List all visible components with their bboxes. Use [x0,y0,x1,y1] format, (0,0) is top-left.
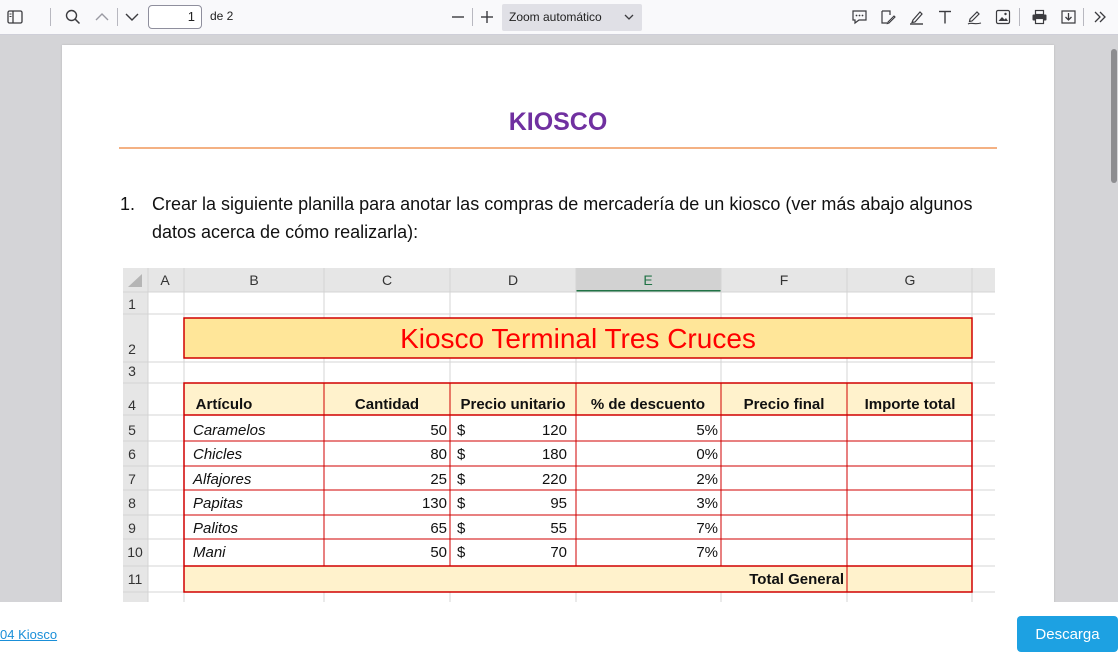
cell-precio: 55 [550,520,567,537]
chevron-down-icon[interactable] [122,5,142,29]
download-button[interactable]: Descarga [1017,616,1118,652]
row-header[interactable]: 2 [128,341,136,357]
spreadsheet-image [123,268,995,602]
cell-precio: 180 [541,446,567,463]
cell-descuento: 2% [696,471,718,488]
page-title: KIOSCO [508,108,608,136]
instruction-number: 1. [120,194,136,214]
col-header-selected[interactable]: E [643,272,653,288]
cell-cantidad: 65 [430,520,447,537]
col-header[interactable]: F [779,272,789,288]
save-icon[interactable] [1057,5,1079,29]
col-header[interactable]: B [249,272,259,288]
cell-cantidad: 50 [430,544,447,561]
text-icon[interactable] [934,5,956,29]
cell-cantidad: 50 [430,422,447,439]
cell-cantidad: 80 [430,446,447,463]
row-header[interactable]: 11 [127,571,143,587]
page-number-input[interactable]: 1 [148,5,202,29]
col-header[interactable]: G [904,272,916,288]
draw-icon[interactable] [963,5,985,29]
cell-currency: $ [457,520,466,537]
table-header-importe-total: Importe total [864,396,956,413]
cell-descuento: 7% [696,544,718,561]
cell-cantidad: 25 [430,471,447,488]
cell-descuento: 7% [696,520,718,537]
total-general-label: Total General [749,571,844,588]
table-header-precio-unitario: Precio unitario [460,396,566,413]
cell-currency: $ [457,422,466,439]
scroll-thumb[interactable] [1111,49,1117,183]
cell-articulo: Mani [193,544,226,561]
pdf-page [62,45,1054,602]
table-header-precio-final: Precio final [743,396,825,413]
cell-currency: $ [457,495,466,512]
cell-articulo: Chicles [193,446,243,463]
file-link[interactable]: 04 Kiosco [0,627,58,642]
table-header-articulo: Artículo [195,396,253,413]
cell-currency: $ [457,471,466,488]
vertical-scrollbar[interactable] [1107,35,1118,602]
cell-precio: 95 [550,495,567,512]
toolbar-separator [472,8,473,26]
col-header[interactable]: D [507,272,519,288]
more-tools-icon[interactable] [1089,5,1111,29]
search-icon[interactable] [63,5,83,29]
chevron-up-icon[interactable] [92,5,112,29]
highlight-icon[interactable] [905,5,927,29]
chevron-down-icon [624,4,634,41]
sheet-banner: Kiosco Terminal Tres Cruces [400,323,756,354]
col-header[interactable]: A [160,272,170,288]
print-icon[interactable] [1028,5,1050,29]
cell-articulo: Papitas [193,495,244,512]
cell-descuento: 3% [696,495,718,512]
col-header[interactable]: C [381,272,393,288]
row-header[interactable]: 5 [128,422,136,438]
zoom-select[interactable] [502,4,642,31]
toolbar-separator [1083,8,1084,26]
row-header[interactable]: 8 [128,495,136,511]
cell-currency: $ [457,544,466,561]
title-underline [119,147,997,149]
page-count-label: de 2 [210,9,234,23]
cell-articulo: Caramelos [193,422,266,439]
cell-descuento: 0% [696,446,718,463]
row-header[interactable]: 6 [128,446,136,462]
zoom-value: Zoom automático [509,10,602,24]
instruction-item [120,190,1000,246]
cell-currency: $ [457,446,466,463]
spreadsheet-svg [123,268,995,602]
row-header[interactable]: 7 [128,471,136,487]
cell-precio: 120 [541,422,567,439]
row-header[interactable]: 4 [128,397,136,413]
plus-icon[interactable] [477,5,497,29]
row-header[interactable]: 1 [128,296,136,312]
toolbar-separator [50,8,51,26]
row-header[interactable]: 9 [128,520,136,536]
page-footer [0,602,1118,652]
pdf-toolbar [0,0,1118,35]
table-header-descuento: % de descuento [590,396,706,413]
toolbar-separator [1019,8,1020,26]
row-header[interactable]: 10 [127,544,143,560]
cell-articulo: Palitos [193,520,239,537]
cell-precio: 220 [541,471,567,488]
cell-articulo: Alfajores [193,471,252,488]
cell-precio: 70 [550,544,567,561]
minus-icon[interactable] [448,5,468,29]
cell-descuento: 5% [696,422,718,439]
instruction-text: Crear la siguiente planilla para anotar las compras de mercadería de un kiosco (ver más abajo algunos datos acerca de cómo realizarla): [152,194,973,242]
sidebar-toggle-icon[interactable] [4,5,26,29]
row-header[interactable]: 3 [128,363,136,379]
signature-icon[interactable] [876,5,898,29]
table-header-cantidad: Cantidad [354,396,420,413]
toolbar-separator [117,8,118,26]
comment-icon[interactable] [848,5,870,29]
cell-cantidad: 130 [421,495,447,512]
image-icon[interactable] [992,5,1014,29]
